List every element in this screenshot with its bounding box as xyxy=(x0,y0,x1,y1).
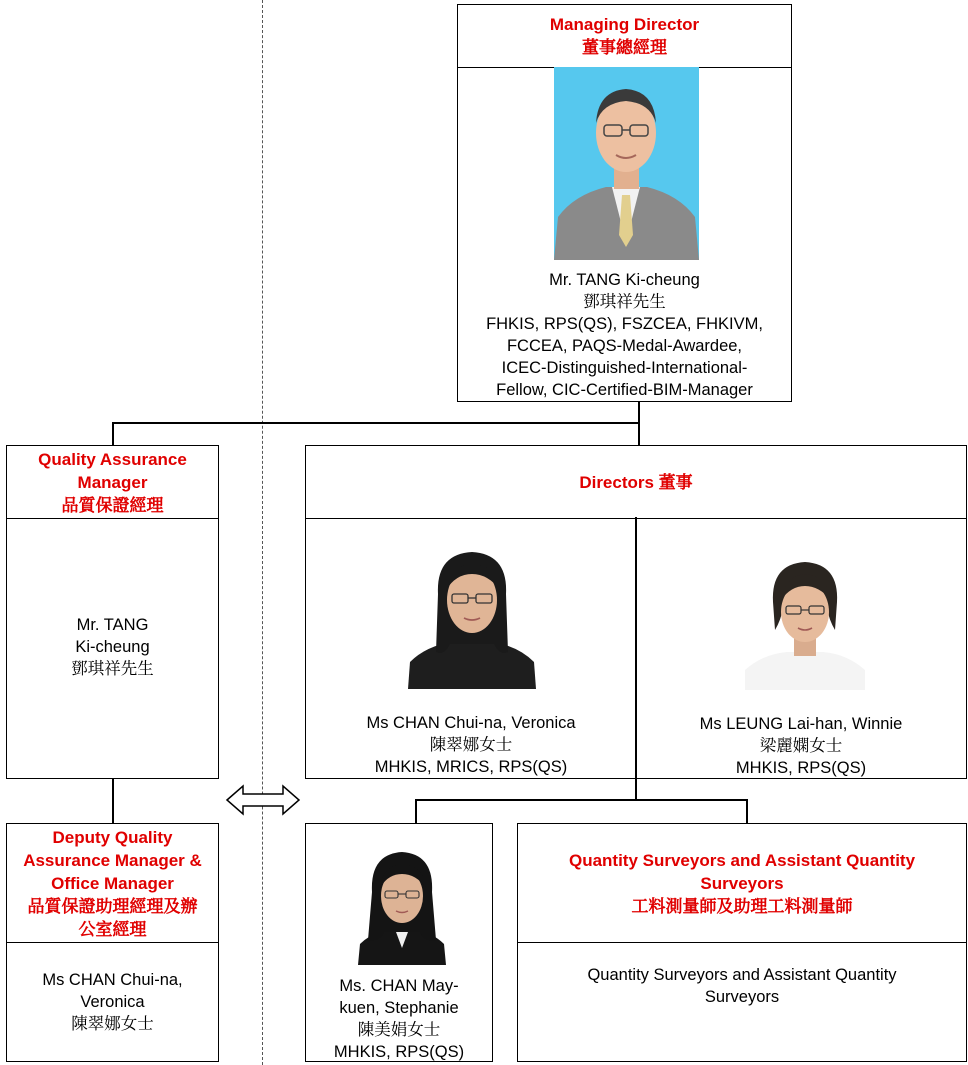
dqa-title-line: 公室經理 xyxy=(78,919,147,939)
qs-body-line: Quantity Surveyors and Assistant Quantity xyxy=(587,966,897,984)
deputy-qa-manager-header xyxy=(7,824,218,943)
director-veronica-name: Ms CHAN Chui-na, Veronica xyxy=(366,714,576,732)
qa-name-line: Ki-cheung xyxy=(75,638,150,656)
qs-title-line: Surveyors xyxy=(700,873,784,893)
md-qualification-line: ICEC-Distinguished-International- xyxy=(501,359,748,377)
director-veronica-qualification: MHKIS, MRICS, RPS(QS) xyxy=(374,758,568,776)
md-name-zh: 鄧琪祥先生 xyxy=(583,293,666,311)
directors-box xyxy=(305,445,967,779)
stephanie-name-zh: 陳美娟女士 xyxy=(357,1021,441,1039)
deputy-qa-manager-box xyxy=(6,823,219,1062)
md-qualification-line: FHKIS, RPS(QS), FSZCEA, FHKIVM, xyxy=(486,315,763,333)
dashed-divider xyxy=(262,0,263,1065)
dqa-name-line: Ms CHAN Chui-na, xyxy=(42,971,183,989)
qa-title-line: 品質保證經理 xyxy=(61,495,164,515)
qa-manager-header xyxy=(7,446,218,519)
connector-line xyxy=(415,799,747,801)
dqa-title-line: Office Manager xyxy=(51,873,174,893)
md-qualification-line: FCCEA, PAQS-Medal-Awardee, xyxy=(506,337,743,355)
stephanie-name-line: kuen, Stephanie xyxy=(339,999,459,1017)
md-qualification-line: Fellow, CIC-Certified-BIM-Manager xyxy=(496,381,753,399)
stephanie-photo xyxy=(358,848,446,965)
connector-line xyxy=(112,422,639,424)
qs-title-line: Quantity Surveyors and Assistant Quantity xyxy=(568,850,916,870)
connector-line xyxy=(746,799,748,824)
directors-header xyxy=(306,446,966,519)
qa-name-line: Mr. TANG xyxy=(76,616,149,634)
stephanie-box xyxy=(305,823,493,1062)
directors-title: Directors 董事 xyxy=(579,472,693,492)
managing-director-header xyxy=(458,5,791,68)
director-winnie-name: Ms LEUNG Lai-han, Winnie xyxy=(699,715,903,733)
qa-title-line: Quality Assurance xyxy=(38,449,187,469)
director-veronica-name-zh: 陳翠娜女士 xyxy=(429,736,513,754)
quantity-surveyors-header xyxy=(518,824,966,943)
dqa-title-line: Assurance Manager & xyxy=(23,850,202,870)
director-winnie-qualification: MHKIS, RPS(QS) xyxy=(735,759,867,777)
connector-line xyxy=(635,778,637,800)
md-name: Mr. TANG Ki-cheung xyxy=(549,271,700,289)
director-veronica-photo xyxy=(408,544,536,689)
dqa-title-line: 品質保證助理經理及辦 xyxy=(27,896,198,916)
double-arrow-icon xyxy=(225,784,301,816)
md-title-en: Managing Director xyxy=(549,15,700,34)
qs-title-line: 工料測量師及助理工料測量師 xyxy=(631,896,853,916)
dqa-name-line: 陳翠娜女士 xyxy=(71,1015,154,1033)
quantity-surveyors-box xyxy=(517,823,967,1062)
dqa-title-line: Deputy Quality xyxy=(52,827,173,847)
md-photo xyxy=(554,67,699,260)
qa-name-line: 鄧琪祥先生 xyxy=(71,660,154,678)
qa-manager-box xyxy=(6,445,219,779)
connector-line xyxy=(112,778,114,824)
dqa-name-line: Veronica xyxy=(80,993,145,1011)
connector-line xyxy=(415,799,417,824)
stephanie-name-line: Ms. CHAN May- xyxy=(339,977,459,995)
managing-director-box xyxy=(457,4,792,402)
md-title-zh: 董事總經理 xyxy=(582,38,667,57)
director-winnie-photo xyxy=(745,550,865,690)
connector-line xyxy=(638,400,640,446)
stephanie-qualification: MHKIS, RPS(QS) xyxy=(333,1043,465,1061)
qs-body-line: Surveyors xyxy=(704,988,780,1006)
connector-line xyxy=(112,422,114,446)
qa-title-line: Manager xyxy=(77,472,148,492)
director-winnie-name-zh: 梁麗嫻女士 xyxy=(759,737,843,755)
